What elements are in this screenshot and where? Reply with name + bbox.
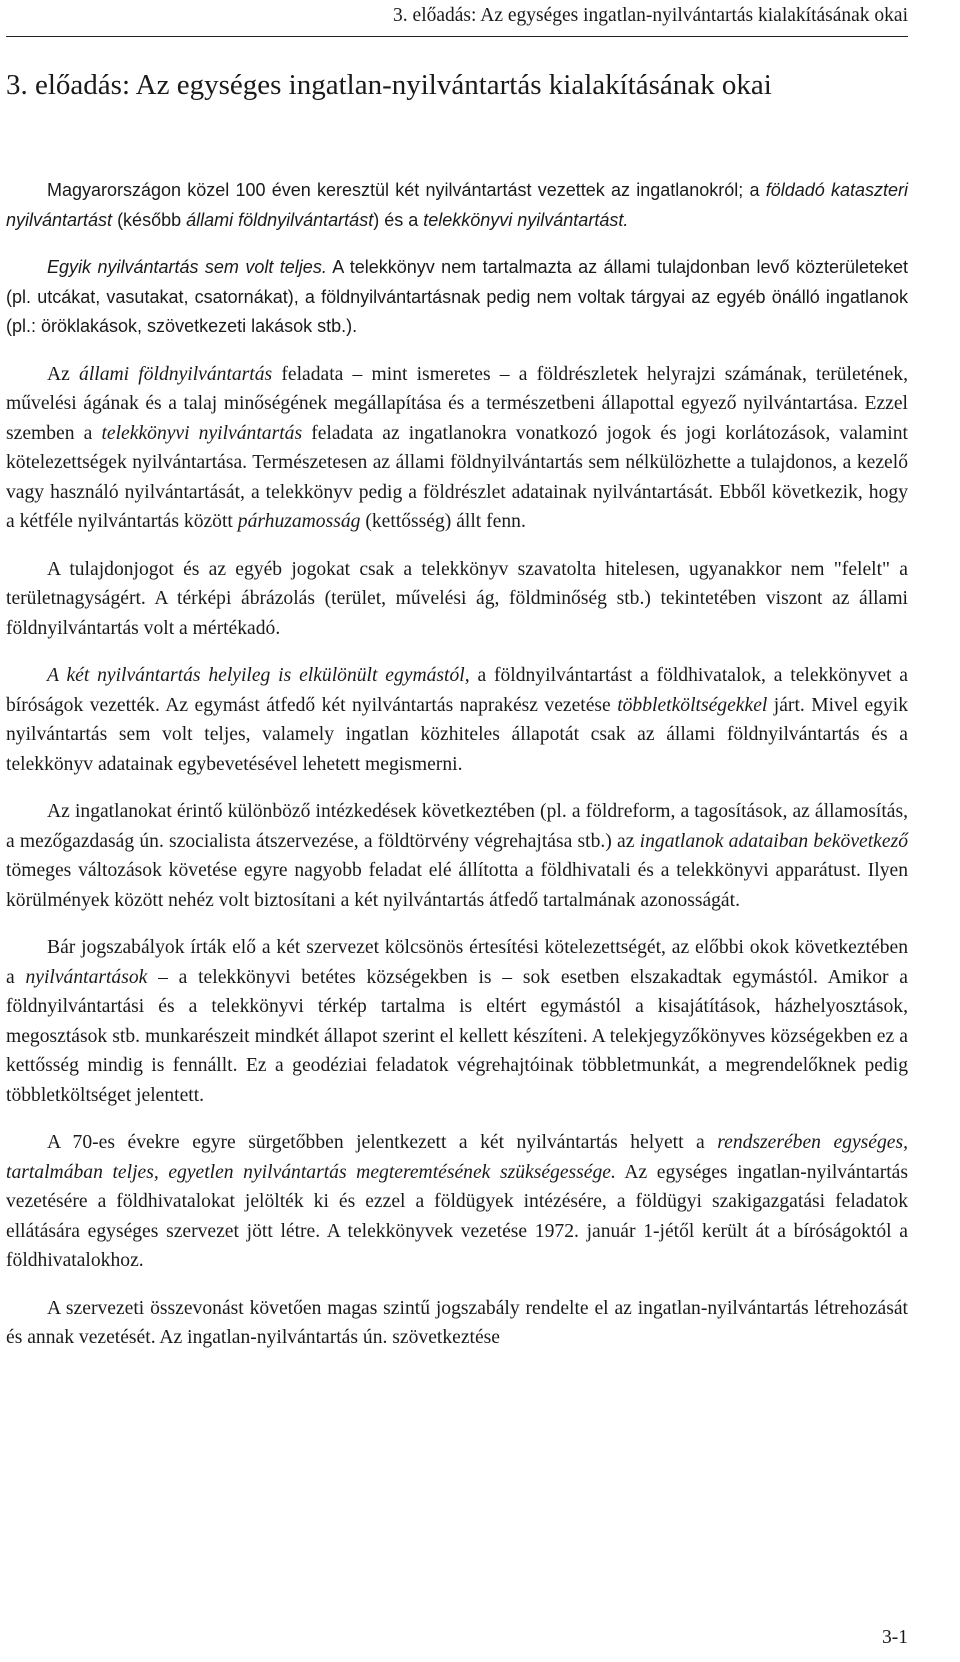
- body-paragraph: [6, 555, 908, 644]
- paragraph-text: Magyarországon közel 100 éven keresztül két nyilvántartást vezettek az ingatlanokról; a: [47, 180, 766, 200]
- paragraph-text: feladata – mint ismeretes – a földrészletek helyrajzi számának, területének, művelési ágának és a talaj minőségének megállapítása és a természetbeni állapottal egyező nyilvántartása. Ezzel szemben a: [6, 363, 908, 444]
- body-paragraph: [6, 253, 908, 342]
- lecture-title: 3. előadás: Az egységes ingatlan-nyilvántartás kialakításának okai: [6, 69, 772, 101]
- body-paragraph: [6, 176, 908, 235]
- paragraph-text: (kettősség) állt fenn.: [360, 511, 526, 532]
- emphasis-text: párhuzamosság: [237, 511, 361, 532]
- paragraph-text: A szervezeti összevonást követően magas szintű jogszabály rendelte el az ingatlan-nyilvántartás létrehozását és annak vezetését. Az ingatlan-nyilvántartás ún. szövetkeztése: [6, 1297, 908, 1348]
- paragraph-text: (később: [112, 209, 187, 230]
- emphasis-text: többletköltségekkel: [617, 694, 768, 716]
- page-number: 3-1: [882, 1627, 908, 1648]
- body-paragraph: [6, 797, 908, 915]
- paragraph-text: A telekkönyv nem tartalmazta az állami tulajdonban levő közterületeket (pl. utcákat, vasutakat, csatornákat), a földnyilvántartásnak pedig nem voltak tárgyai az egyéb önálló ingatlanok (pl.: öröklakások, szövetkezeti lakások stb.).: [6, 257, 908, 336]
- body-paragraph: [6, 1294, 908, 1353]
- emphasis-text: ingatlanok adataiban bekövetkező: [639, 830, 908, 852]
- document-body: [6, 176, 908, 1371]
- paragraph-text: A 70-es évekre egyre sürgetőbben jelentkezett a két nyilvántartás helyett a: [47, 1132, 718, 1153]
- paragraph-text: Az: [47, 363, 80, 385]
- paragraph-text: A tulajdonjogot és az egyéb jogokat csak a telekkönyv szavatolta hitelesen, ugyanakkor nem "felelt" a területnagyságért. A térképi ábrázolás (terület, művelési ág, földminőség stb.) tekintetében viszont az állami földnyilvántartás volt a mértékadó.: [6, 558, 908, 639]
- emphasis-text: Egyik nyilvántartás sem volt teljes.: [47, 257, 327, 277]
- emphasis-text: állami földnyilvántartást: [186, 209, 374, 230]
- emphasis-text: állami földnyilvántartás: [79, 363, 273, 385]
- body-paragraph: [6, 360, 908, 537]
- emphasis-text: telekkönyvi nyilvántartás: [101, 422, 303, 444]
- emphasis-text: földadó kataszteri nyilvántartást: [6, 180, 908, 230]
- paragraph-text: feladata az ingatlanokra vonatkozó jogok és jogi korlátozások, valamint kötelezettségek nyilvántartása. Természetesen az állami földnyilvántartás sem nélkülözhette a tulajdonos, a kezelő vagy használó nyilvántartását, a telekkönyv pedig a földrészlet adatainak nyilvántartását. Ebből következik, hogy a kétféle nyilvántartás között: [6, 422, 908, 532]
- paragraph-text: ) és a: [373, 209, 424, 230]
- running-header: 3. előadás: Az egységes ingatlan-nyilvántartás kialakításának okai: [393, 5, 908, 26]
- paragraph-text: – a telekkönyvi betétes községekben is – sok esetben elszakadtak egymástól. Amikor a földnyilvántartási és a telekkönyvi térkép tartalma is eltért egymástól a kisajátítások, házhelyosztások, megosztások stb. munkarészeit mindkét állapot szerint el kellett készíteni. A telekjegyzőkönyves községekben ez a kettősség mindig is fennállt. Ez a geodéziai feladatok végrehajtóinak többletmunkát, a megrendelőknek pedig többletköltséget jelentett.: [6, 966, 908, 1106]
- paragraph-text: járt. Mivel egyik nyilvántartás sem volt teljes, valamely ingatlan közhiteles állapotát csak az állami földnyilvántartás és a telekkönyv adatainak egybevetésével lehetett megismerni.: [6, 694, 908, 775]
- emphasis-text: A két nyilvántartás helyileg is elkülönült egymástól,: [47, 665, 470, 686]
- paragraph-text: Az egységes ingatlan-nyilvántartás vezetésére a földhivatalokat jelölték ki és ezzel a földügyek intézésére, a földügyi szakigazgatási feladatok ellátására egységes szervezet jött létre. A telekkönyvek vezetése 1972. január 1-jétől került át a bíróságoktól a földhivatalokhoz.: [6, 1161, 908, 1271]
- paragraph-text: tömeges változások követése egyre nagyobb feladat elé állította a földhivatali és a telekkönyvi apparátust. Ilyen körülmények között nehéz volt biztosítani a két nyilvántartás átfedő tartalmának azonosságát.: [6, 860, 908, 911]
- emphasis-text: telekkönyvi nyilvántartást.: [423, 209, 629, 230]
- emphasis-text: rendszerében egységes, tartalmában teljes, egyetlen nyilvántartás megteremtésének szükségessége.: [6, 1132, 908, 1183]
- paragraph-text: a földnyilvántartást a földhivatalok, a telekkönyvet a bíróságok vezették. Az egymást átfedő két nyilvántartás naprakész vezetése: [6, 665, 908, 716]
- body-paragraph: [6, 933, 908, 1110]
- header-divider: [6, 36, 908, 37]
- emphasis-text: nyilvántartások: [25, 966, 148, 988]
- paragraph-text: Az ingatlanokat érintő különböző intézkedések következtében (pl. a földreform, a tagosítások, az államosítás, a mezőgazdaság ún. szocialista átszervezése, a földtörvény végrehajtása stb.) az: [6, 801, 908, 852]
- body-paragraph: [6, 661, 908, 779]
- paragraph-text: Bár jogszabályok írták elő a két szervezet kölcsönös értesítési kötelezettségét, az előbbi okok következtében a: [6, 937, 908, 988]
- body-paragraph: [6, 1128, 908, 1276]
